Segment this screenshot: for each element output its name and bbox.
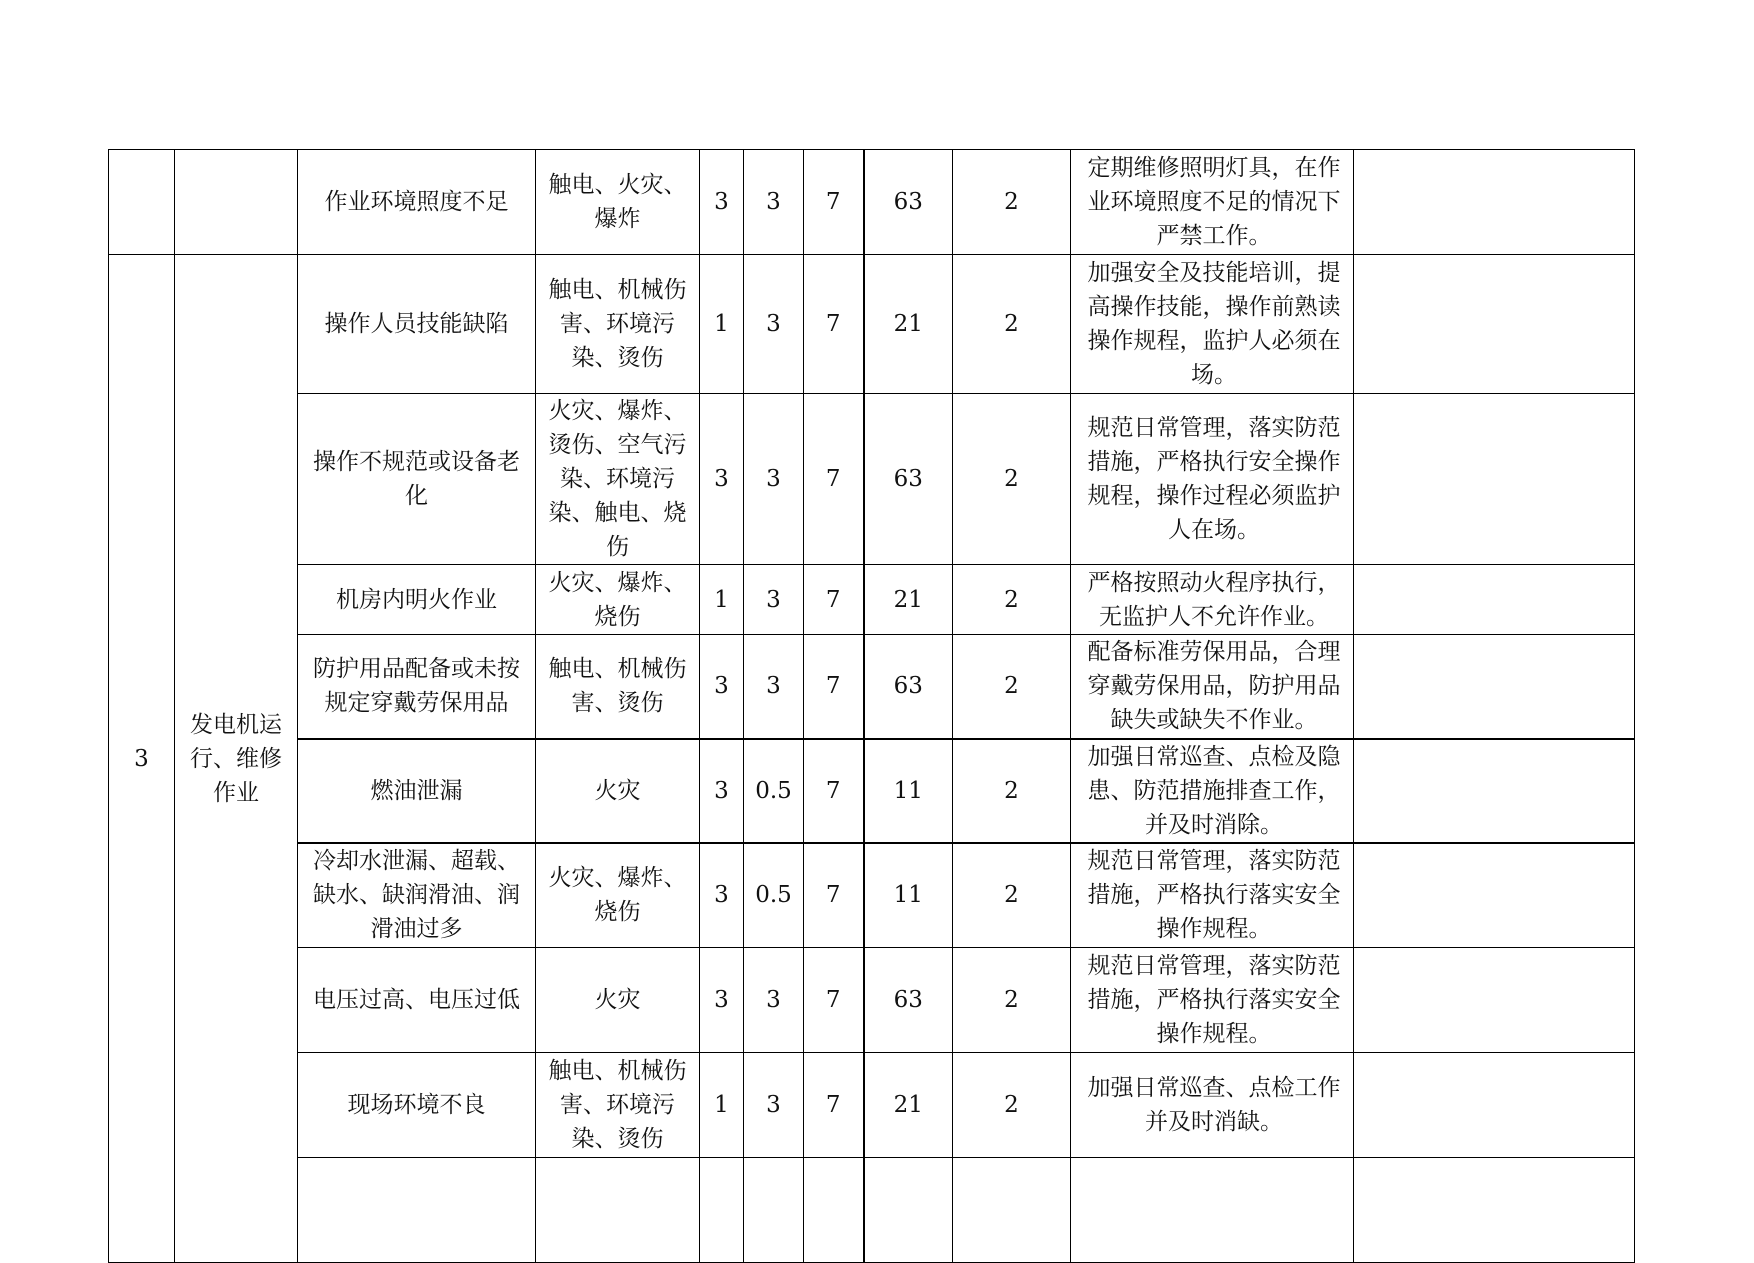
risk-score-cell	[864, 1158, 953, 1263]
likelihood-cell: 1	[700, 255, 744, 394]
hazard-cell	[298, 1158, 536, 1263]
table-row	[109, 843, 1635, 948]
table-row	[109, 635, 1635, 739]
risk-level-cell: 2	[953, 739, 1071, 843]
consequence-cell: 火灾、爆炸、烧伤	[536, 843, 700, 948]
consequence-cell	[536, 1158, 700, 1263]
table-row	[109, 150, 1635, 255]
risk-score-cell: 63	[864, 150, 953, 255]
consequence-score-cell: 7	[804, 739, 864, 843]
consequence-cell: 触电、火灾、爆炸	[536, 150, 700, 255]
exposure-cell: 3	[744, 635, 804, 739]
consequence-score-cell: 7	[804, 150, 864, 255]
consequence-score-cell: 7	[804, 565, 864, 635]
likelihood-cell: 3	[700, 948, 744, 1053]
activity-cell: 发电机运行、维修作业	[175, 255, 298, 1263]
consequence-cell: 触电、机械伤害、环境污染、烫伤	[536, 255, 700, 394]
risk-score-cell: 63	[864, 635, 953, 739]
consequence-score-cell	[804, 1158, 864, 1263]
table-row	[109, 948, 1635, 1053]
note-cell	[1354, 150, 1635, 255]
control-measure-cell: 规范日常管理，落实防范措施，严格执行落实安全操作规程。	[1071, 843, 1354, 948]
note-cell	[1354, 1158, 1635, 1263]
hazard-cell: 现场环境不良	[298, 1053, 536, 1158]
risk-level-cell: 2	[953, 255, 1071, 394]
exposure-cell: 3	[744, 948, 804, 1053]
control-measure-cell: 加强日常巡查、点检工作并及时消缺。	[1071, 1053, 1354, 1158]
risk-score-cell: 63	[864, 394, 953, 565]
consequence-score-cell: 7	[804, 394, 864, 565]
risk-level-cell: 2	[953, 565, 1071, 635]
consequence-cell: 火灾、爆炸、烧伤	[536, 565, 700, 635]
control-measure-cell: 规范日常管理，落实防范措施，严格执行落实安全操作规程。	[1071, 948, 1354, 1053]
hazard-cell: 防护用品配备或未按规定穿戴劳保用品	[298, 635, 536, 739]
likelihood-cell: 1	[700, 1053, 744, 1158]
consequence-score-cell: 7	[804, 843, 864, 948]
risk-level-cell: 2	[953, 635, 1071, 739]
control-measure-cell: 规范日常管理，落实防范措施，严格执行安全操作规程，操作过程必须监护人在场。	[1071, 394, 1354, 565]
hazard-cell: 电压过高、电压过低	[298, 948, 536, 1053]
table-row	[109, 1158, 1635, 1263]
activity-cell-empty	[175, 150, 298, 255]
likelihood-cell: 3	[700, 394, 744, 565]
hazard-cell: 作业环境照度不足	[298, 150, 536, 255]
table-row	[109, 1053, 1635, 1158]
exposure-cell: 3	[744, 565, 804, 635]
consequence-cell: 火灾	[536, 739, 700, 843]
note-cell	[1354, 843, 1635, 948]
likelihood-cell: 3	[700, 150, 744, 255]
consequence-score-cell: 7	[804, 255, 864, 394]
likelihood-cell: 3	[700, 843, 744, 948]
exposure-cell: 0.5	[744, 843, 804, 948]
exposure-cell: 0.5	[744, 739, 804, 843]
risk-score-cell: 11	[864, 739, 953, 843]
table-row	[109, 739, 1635, 843]
consequence-score-cell: 7	[804, 635, 864, 739]
table-row	[109, 394, 1635, 565]
exposure-cell: 3	[744, 150, 804, 255]
hazard-cell: 操作人员技能缺陷	[298, 255, 536, 394]
likelihood-cell: 3	[700, 635, 744, 739]
hazard-cell: 操作不规范或设备老化	[298, 394, 536, 565]
note-cell	[1354, 255, 1635, 394]
control-measure-cell: 定期维修照明灯具，在作业环境照度不足的情况下严禁工作。	[1071, 150, 1354, 255]
seq-cell: 3	[109, 255, 175, 1263]
likelihood-cell: 3	[700, 739, 744, 843]
risk-level-cell: 2	[953, 394, 1071, 565]
consequence-cell: 火灾	[536, 948, 700, 1053]
risk-score-cell: 11	[864, 843, 953, 948]
table-row	[109, 565, 1635, 635]
consequence-cell: 触电、机械伤害、烫伤	[536, 635, 700, 739]
risk-score-cell: 21	[864, 1053, 953, 1158]
hazard-cell: 冷却水泄漏、超载、缺水、缺润滑油、润滑油过多	[298, 843, 536, 948]
likelihood-cell: 1	[700, 565, 744, 635]
exposure-cell	[744, 1158, 804, 1263]
risk-level-cell: 2	[953, 843, 1071, 948]
exposure-cell: 3	[744, 394, 804, 565]
note-cell	[1354, 394, 1635, 565]
consequence-cell: 触电、机械伤害、环境污染、烫伤	[536, 1053, 700, 1158]
risk-score-cell: 63	[864, 948, 953, 1053]
risk-score-cell: 21	[864, 565, 953, 635]
consequence-score-cell: 7	[804, 1053, 864, 1158]
note-cell	[1354, 739, 1635, 843]
control-measure-cell	[1071, 1158, 1354, 1263]
control-measure-cell: 加强安全及技能培训，提高操作技能，操作前熟读操作规程，监护人必须在场。	[1071, 255, 1354, 394]
consequence-score-cell: 7	[804, 948, 864, 1053]
table-row	[109, 255, 1635, 394]
note-cell	[1354, 635, 1635, 739]
risk-level-cell	[953, 1158, 1071, 1263]
consequence-cell: 火灾、爆炸、烫伤、空气污染、环境污染、触电、烧伤	[536, 394, 700, 565]
control-measure-cell: 加强日常巡查、点检及隐患、防范措施排查工作，并及时消除。	[1071, 739, 1354, 843]
risk-score-cell: 21	[864, 255, 953, 394]
likelihood-cell	[700, 1158, 744, 1263]
note-cell	[1354, 565, 1635, 635]
note-cell	[1354, 1053, 1635, 1158]
hazard-cell: 机房内明火作业	[298, 565, 536, 635]
risk-level-cell: 2	[953, 948, 1071, 1053]
hazard-cell: 燃油泄漏	[298, 739, 536, 843]
exposure-cell: 3	[744, 1053, 804, 1158]
risk-level-cell: 2	[953, 150, 1071, 255]
risk-assessment-table	[108, 149, 1635, 1263]
seq-cell-empty	[109, 150, 175, 255]
note-cell	[1354, 948, 1635, 1053]
risk-level-cell: 2	[953, 1053, 1071, 1158]
exposure-cell: 3	[744, 255, 804, 394]
control-measure-cell: 严格按照动火程序执行，无监护人不允许作业。	[1071, 565, 1354, 635]
control-measure-cell: 配备标准劳保用品，合理穿戴劳保用品，防护用品缺失或缺失不作业。	[1071, 635, 1354, 739]
